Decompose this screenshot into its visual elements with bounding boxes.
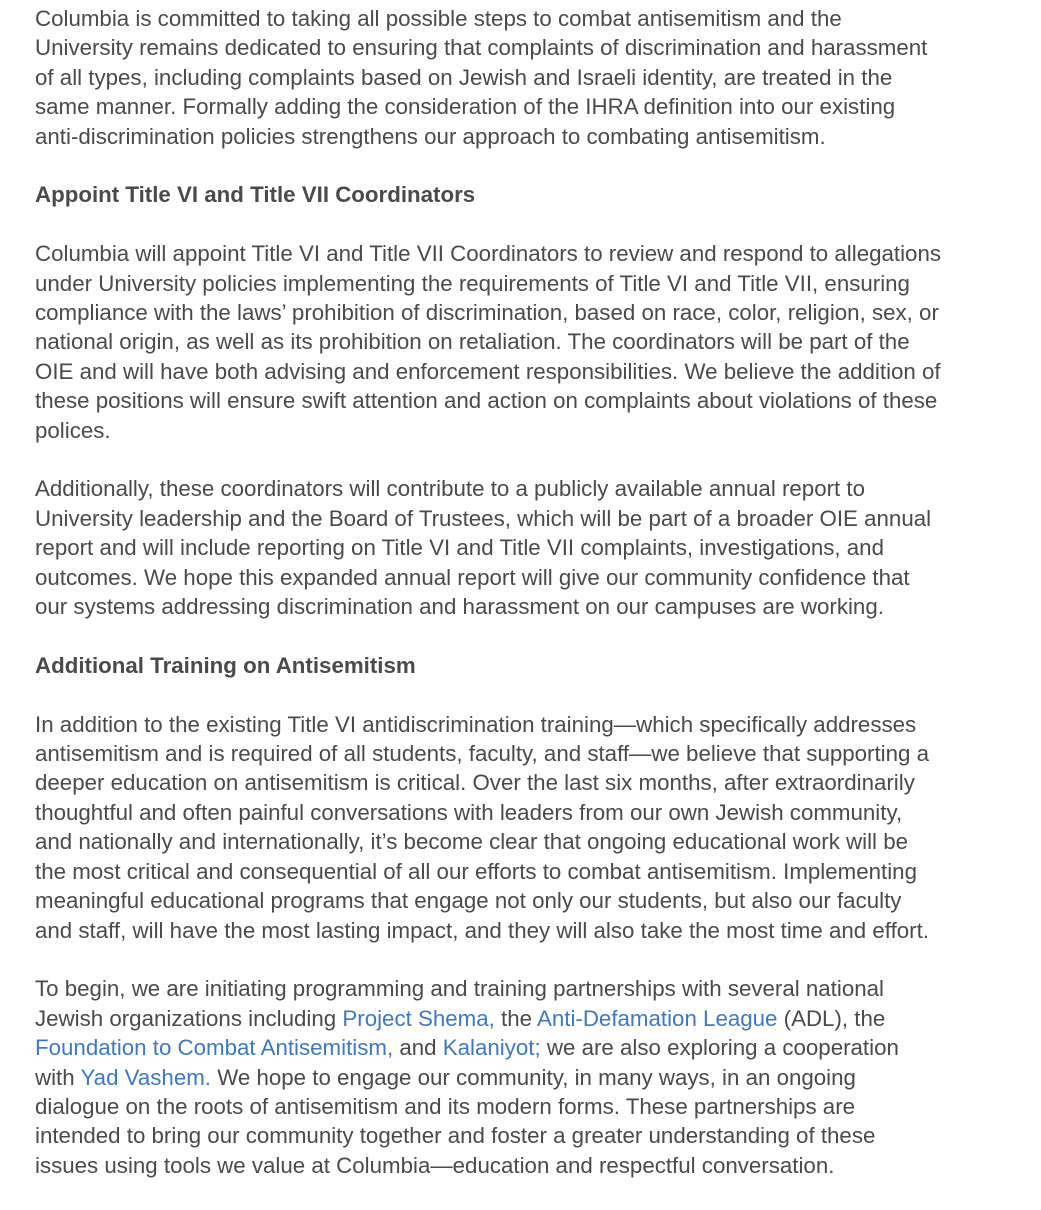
paragraph-training [35, 710, 1035, 945]
text-line: national origin, as well as its prohibition on retaliation. The coordinators will be part of the [35, 329, 910, 355]
text-line: anti-discrimination policies strengthens our approach to combating antisemitism. [35, 123, 826, 149]
text-line: University remains dedicated to ensuring that complaints of discrimination and harassment [35, 35, 928, 61]
text-line: same manner. Formally adding the consideration of the IHRA definition into our existing [35, 94, 896, 120]
text-line: the most critical and consequential of all our efforts to combat antisemitism. Implementing [35, 858, 917, 884]
heading-training: Additional Training on Antisemitism [35, 652, 416, 678]
text-line: report and will include reporting on Title VI and Title VII complaints, investigations, and [35, 535, 884, 561]
text-segment: with [35, 1064, 81, 1090]
text-line: outcomes. We hope this expanded annual report will give our community confidence that [35, 564, 910, 590]
text-line: and staff, will have the most lasting impact, and they will also take the most time and effort. [35, 917, 929, 943]
text-segment: Jewish organizations including [35, 1005, 343, 1031]
text-line: dialogue on the roots of antisemitism and its modern forms. These partnerships are [35, 1093, 856, 1119]
text-segment: and [393, 1035, 443, 1061]
text-line: University leadership and the Board of Trustees, which will be part of a broader OIE annual [35, 505, 932, 531]
text-line: of all types, including complaints based on Jewish and Israeli identity, are treated in the [35, 64, 893, 90]
text-line [35, 1033, 1035, 1062]
text-segment: the [494, 1005, 537, 1031]
link-yad-vashem[interactable]: Yad Vashem. [80, 1064, 212, 1090]
text-line: and nationally and internationally, it’s become clear that ongoing educational work will be [35, 829, 909, 855]
paragraph-coordinators [35, 239, 1035, 445]
text-line: intended to bring our community together and foster a greater understanding of these [35, 1123, 876, 1149]
text-segment: We hope to engage our community, in many ways, in an ongoing [211, 1064, 856, 1090]
document-body [35, 4, 1035, 1210]
text-line [35, 1004, 1035, 1033]
text-segment: (ADL), the [777, 1005, 886, 1031]
text-line: In addition to the existing Title VI antidiscrimination training—which specifically addresses [35, 711, 917, 737]
text-line: under University policies implementing the requirements of Title VI and Title VII, ensuring [35, 270, 910, 296]
paragraph-ihra [35, 4, 1035, 151]
text-line: thoughtful and often painful conversations with leaders from our own Jewish community, [35, 799, 903, 825]
text-line [35, 1063, 1035, 1092]
text-line: Columbia is committed to taking all possible steps to combat antisemitism and the [35, 6, 842, 31]
text-line: Additionally, these coordinators will contribute to a publicly available annual report to [35, 476, 866, 502]
text-line: OIE and will have both advising and enforcement responsibilities. We believe the addition of [35, 358, 941, 384]
text-line: polices. [35, 417, 111, 443]
heading-coordinators: Appoint Title VI and Title VII Coordinators [35, 182, 476, 208]
text-line: compliance with the laws’ prohibition of discrimination, based on race, color, religion, sex, or [35, 300, 939, 326]
text-line: meaningful educational programs that engage not only our students, but also our faculty [35, 888, 902, 914]
link-kalaniyot[interactable]: Kalaniyot; [442, 1035, 541, 1061]
paragraph-partnerships [35, 974, 1035, 1180]
link-project-shema[interactable]: Project Shema, [342, 1005, 495, 1031]
text-line: Columbia will appoint Title VI and Title VII Coordinators to review and respond to allegations [35, 241, 941, 267]
text-segment: we are also exploring a cooperation [540, 1035, 899, 1061]
text-line: To begin, we are initiating programming and training partnerships with several national [35, 976, 884, 1002]
text-line: antisemitism and is required of all students, faculty, and staff—we believe that supporting a [35, 741, 930, 767]
text-line: our systems addressing discrimination and harassment on our campuses are working. [35, 594, 884, 620]
paragraph-annual-report [35, 474, 1035, 621]
link-foundation-to-combat-antisemitism[interactable]: Foundation to Combat Antisemitism, [35, 1035, 394, 1061]
text-line: issues using tools we value at Columbia—education and respectful conversation. [35, 1152, 835, 1178]
text-line: deeper education on antisemitism is critical. Over the last six months, after extraordinarily [35, 770, 915, 796]
link-anti-defamation-league[interactable]: Anti-Defamation League [536, 1005, 778, 1031]
text-line: these positions will ensure swift attention and action on complaints about violations of these [35, 388, 938, 414]
